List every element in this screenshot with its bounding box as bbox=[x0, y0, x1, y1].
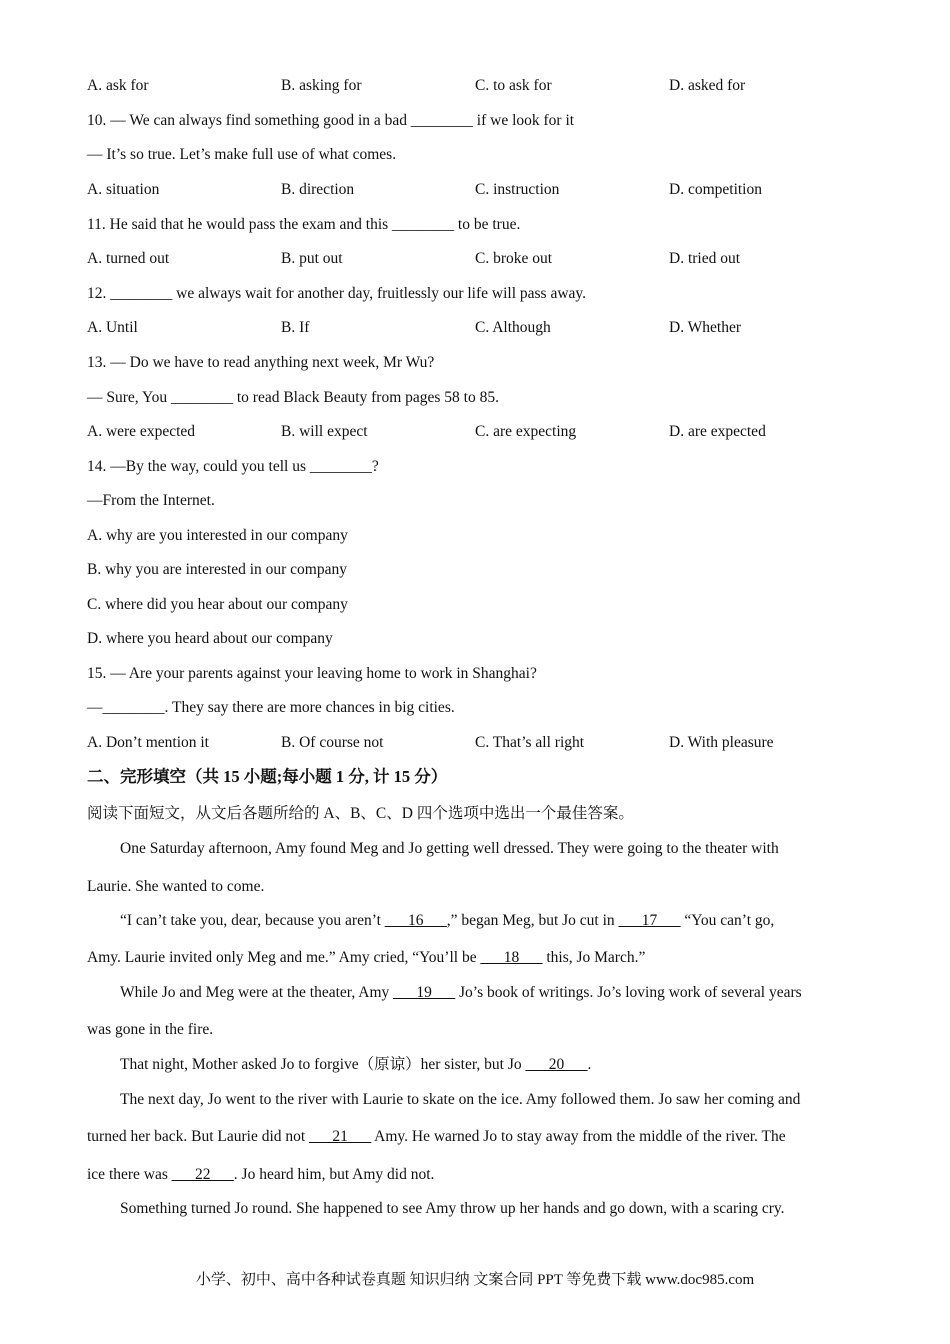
q13-reply: — Sure, You ________ to read Black Beauty from pages 58 to 85. bbox=[87, 389, 499, 406]
q9-option-a: A. ask for bbox=[87, 77, 149, 94]
q13-question: 13. — Do we have to read anything next week, Mr Wu? bbox=[87, 354, 435, 371]
blank-16: ___16___ bbox=[384, 912, 447, 929]
q14-option-c: C. where did you hear about our company bbox=[87, 596, 348, 613]
q15-option-c: C. That’s all right bbox=[475, 734, 585, 751]
passage-line bbox=[120, 1055, 591, 1075]
q15-option-b: B. Of course not bbox=[281, 734, 384, 751]
q14-reply: —From the Internet. bbox=[87, 492, 215, 509]
passage-text: While Jo and Meg were at the theater, Amy bbox=[120, 984, 394, 1001]
q15-question: 15. — Are your parents against your leaving home to work in Shanghai? bbox=[87, 665, 537, 682]
passage-text: Amy. Laurie invited only Meg and me.” Amy cried, “You’ll be bbox=[87, 949, 481, 966]
q13-option-d: D. are expected bbox=[669, 423, 766, 440]
passage-text: turned her back. But Laurie did not bbox=[87, 1128, 310, 1145]
passage-text: ice there was bbox=[87, 1166, 172, 1183]
q11-option-b: B. put out bbox=[281, 250, 343, 267]
page-footer: 小学、初中、高中各种试卷真题 知识归纳 文案合同 PPT 等免费下载 www.doc985.com bbox=[195, 1272, 755, 1288]
passage-text: Amy. He warned Jo to stay away from the middle of the river. The bbox=[371, 1128, 786, 1145]
passage-text: this, Jo March.” bbox=[542, 949, 646, 966]
q9-option-d: D. asked for bbox=[669, 77, 746, 94]
q12-question: 12. ________ we always wait for another day, fruitlessly our life will pass away. bbox=[87, 285, 587, 302]
blank-22: ___22___ bbox=[171, 1166, 234, 1183]
q10-question: 10. — We can always find something good in a bad ________ if we look for it bbox=[87, 112, 575, 129]
q14-option-a: A. why are you interested in our company bbox=[87, 527, 348, 544]
q12-option-c: C. Although bbox=[475, 319, 551, 336]
passage-line bbox=[87, 1127, 786, 1147]
q11-option-d: D. tried out bbox=[669, 250, 741, 267]
q10-option-d: D. competition bbox=[669, 181, 762, 198]
passage-text: Jo’s book of writings. Jo’s loving work of several years bbox=[455, 984, 802, 1001]
passage-text: “I can’t take you, dear, because you aren’t bbox=[120, 912, 385, 929]
q11-option-c: C. broke out bbox=[475, 250, 553, 267]
q12-option-d: D. Whether bbox=[669, 319, 742, 336]
passage-text: “You can’t go, bbox=[680, 912, 775, 929]
passage-text: . Jo heard him, but Amy did not. bbox=[233, 1166, 435, 1183]
blank-18: ___18___ bbox=[480, 949, 543, 966]
q9-option-c: C. to ask for bbox=[475, 77, 552, 94]
q12-option-a: A. Until bbox=[87, 319, 138, 336]
passage-line bbox=[87, 1165, 434, 1185]
q14-option-b: B. why you are interested in our company bbox=[87, 561, 347, 578]
passage-text: . bbox=[587, 1056, 592, 1073]
q13-option-a: A. were expected bbox=[87, 423, 196, 440]
passage-line: was gone in the fire. bbox=[87, 1021, 214, 1038]
blank-20: ___20___ bbox=[525, 1056, 588, 1073]
blank-21: ___21___ bbox=[309, 1128, 372, 1145]
q9-option-b: B. asking for bbox=[281, 77, 362, 94]
blank-17: ___17___ bbox=[618, 912, 681, 929]
passage-line: Something turned Jo round. She happened to see Amy throw up her hands and go down, with a scaring cry. bbox=[120, 1200, 785, 1217]
passage-line: The next day, Jo went to the river with Laurie to skate on the ice. Amy followed them. Jo saw her coming and bbox=[120, 1091, 801, 1108]
passage-line: One Saturday afternoon, Amy found Meg and Jo getting well dressed. They were going to the theater with bbox=[120, 840, 779, 857]
q10-option-c: C. instruction bbox=[475, 181, 560, 198]
q15-reply: —________. They say there are more chances in big cities. bbox=[87, 699, 455, 716]
q14-option-d: D. where you heard about our company bbox=[87, 630, 333, 647]
q13-option-c: C. are expecting bbox=[475, 423, 577, 440]
q10-reply: — It’s so true. Let’s make full use of what comes. bbox=[87, 146, 397, 163]
q13-option-b: B. will expect bbox=[281, 423, 368, 440]
q11-option-a: A. turned out bbox=[87, 250, 170, 267]
passage-line bbox=[87, 948, 645, 968]
q11-question: 11. He said that he would pass the exam and this ________ to be true. bbox=[87, 216, 521, 233]
q15-option-d: D. With pleasure bbox=[669, 734, 774, 751]
section-heading: 二、完形填空（共 15 小题;每小题 1 分, 计 15 分） bbox=[87, 767, 448, 786]
passage-text: ,” began Meg, but Jo cut in bbox=[446, 912, 619, 929]
q10-option-a: A. situation bbox=[87, 181, 160, 198]
blank-19: ___19___ bbox=[393, 984, 456, 1001]
passage-text: That night, Mother asked Jo to forgive（原谅）her sister, but Jo bbox=[120, 1056, 526, 1073]
section-instruction: 阅读下面短文，从文后各题所给的 A、B、C、D 四个选项中选出一个最佳答案。 bbox=[87, 805, 634, 822]
passage-line: Laurie. She wanted to come. bbox=[87, 878, 265, 895]
q12-option-b: B. If bbox=[281, 319, 310, 336]
passage-line bbox=[120, 911, 774, 931]
q15-option-a: A. Don’t mention it bbox=[87, 734, 209, 751]
passage-line bbox=[120, 983, 802, 1003]
q10-option-b: B. direction bbox=[281, 181, 355, 198]
q14-question: 14. —By the way, could you tell us ________? bbox=[87, 458, 379, 475]
